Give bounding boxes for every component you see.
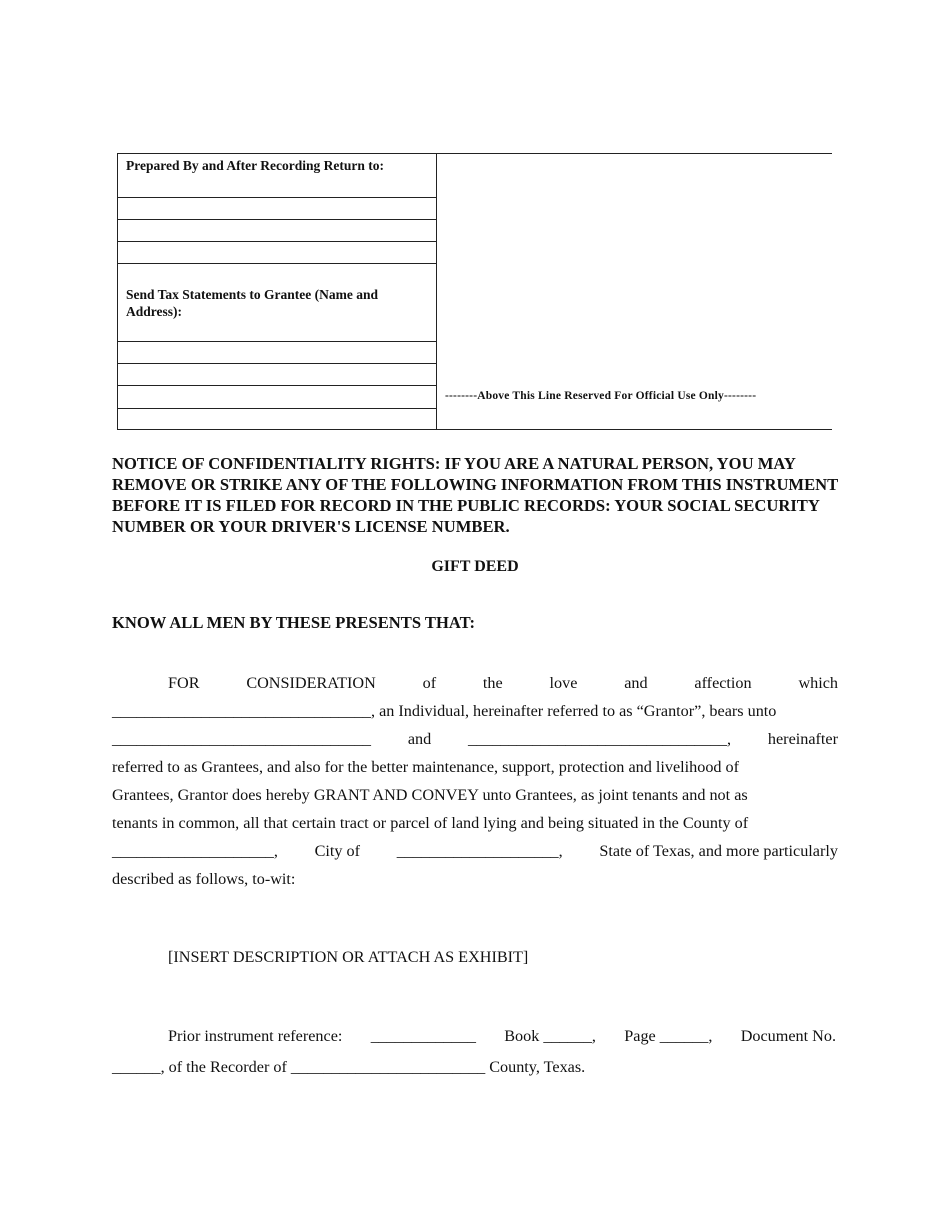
prior-label: Prior instrument reference: xyxy=(168,1027,343,1045)
body-line-3 xyxy=(112,725,838,753)
know-all-heading: KNOW ALL MEN BY THESE PRESENTS THAT: xyxy=(112,613,476,632)
table-divider xyxy=(118,363,436,364)
body-text: State of Texas, and more particularly xyxy=(599,842,838,860)
prior-line-1 xyxy=(112,1021,836,1052)
word: CONSIDERATION xyxy=(246,674,376,692)
table-divider xyxy=(118,241,436,242)
body-line-7 xyxy=(112,837,838,865)
county-blank[interactable]: ____________________, xyxy=(112,842,278,860)
table-divider xyxy=(118,408,436,409)
body-text: County, Texas. xyxy=(489,1058,586,1076)
document-no-blank[interactable]: ______, of the Recorder of xyxy=(112,1058,287,1076)
official-use-bottom-line xyxy=(437,429,832,430)
body-text: City of xyxy=(314,842,361,860)
word: of xyxy=(422,674,437,692)
prepared-by-label: Prepared By and After Recording Return to: xyxy=(126,158,384,173)
table-divider xyxy=(118,341,436,342)
grantee-1-blank[interactable]: ________________________________ xyxy=(112,730,371,748)
word: and xyxy=(624,674,648,692)
confidentiality-notice: NOTICE OF CONFIDENTIALITY RIGHTS: IF YOU ARE A NATURAL PERSON, YOU MAY REMOVE OR STRIKE ANY OF THE FOLLOWING INFORMATION FROM THIS INSTRUMENT BEFORE IT IS FILED FOR RECORD IN THE PUBLIC RECORDS: YOUR SOCIAL SECURITY NUMBER OR YOUR DRIVER'S LICENSE NUMBER. xyxy=(112,454,838,536)
word: which xyxy=(798,674,838,692)
official-use-note: --------Above This Line Reserved For Official Use Only-------- xyxy=(445,390,757,402)
official-use-top-line xyxy=(437,153,832,154)
prior-reference-blank[interactable]: _____________ xyxy=(370,1027,476,1045)
body-line-6: tenants in common, all that certain tract or parcel of land lying and being situated in the County of xyxy=(112,814,749,832)
table-divider xyxy=(118,219,436,220)
recorder-county-blank[interactable]: ________________________ xyxy=(290,1058,486,1076)
word: love xyxy=(549,674,578,692)
body-line-8: described as follows, to-wit: xyxy=(112,870,296,888)
grantor-name-blank[interactable]: ________________________________ xyxy=(112,702,371,720)
book-field[interactable]: Book ______, xyxy=(504,1027,596,1045)
prior-line-2 xyxy=(112,1052,836,1083)
table-divider xyxy=(118,385,436,386)
consideration-paragraph xyxy=(112,669,838,893)
body-text: hereinafter xyxy=(767,730,838,748)
body-line-2 xyxy=(112,697,838,725)
word: affection xyxy=(694,674,752,692)
body-text: , an Individual, hereinafter referred to as “Grantor”, bears unto xyxy=(371,702,777,720)
recording-info-box xyxy=(117,153,437,430)
table-divider xyxy=(118,263,436,264)
word: FOR xyxy=(168,674,200,692)
word: the xyxy=(482,674,503,692)
prior-instrument-reference xyxy=(112,1021,836,1083)
send-tax-label: Send Tax Statements to Grantee (Name and Address): xyxy=(126,287,378,319)
body-line-5: Grantees, Grantor does hereby GRANT AND CONVEY unto Grantees, as joint tenants and not as xyxy=(112,786,748,804)
body-line-4: referred to as Grantees, and also for the better maintenance, support, protection and livelihood of xyxy=(112,758,740,776)
body-text: and xyxy=(407,730,432,748)
table-divider xyxy=(118,197,436,198)
grantee-2-blank[interactable]: ________________________________, xyxy=(468,730,732,748)
document-no-label: Document No. xyxy=(740,1027,836,1045)
city-blank[interactable]: ____________________, xyxy=(396,842,563,860)
page-field[interactable]: Page ______, xyxy=(624,1027,713,1045)
document-title: GIFT DEED xyxy=(431,558,519,575)
body-line-1 xyxy=(112,669,838,697)
insert-description-placeholder: [INSERT DESCRIPTION OR ATTACH AS EXHIBIT] xyxy=(168,948,529,966)
